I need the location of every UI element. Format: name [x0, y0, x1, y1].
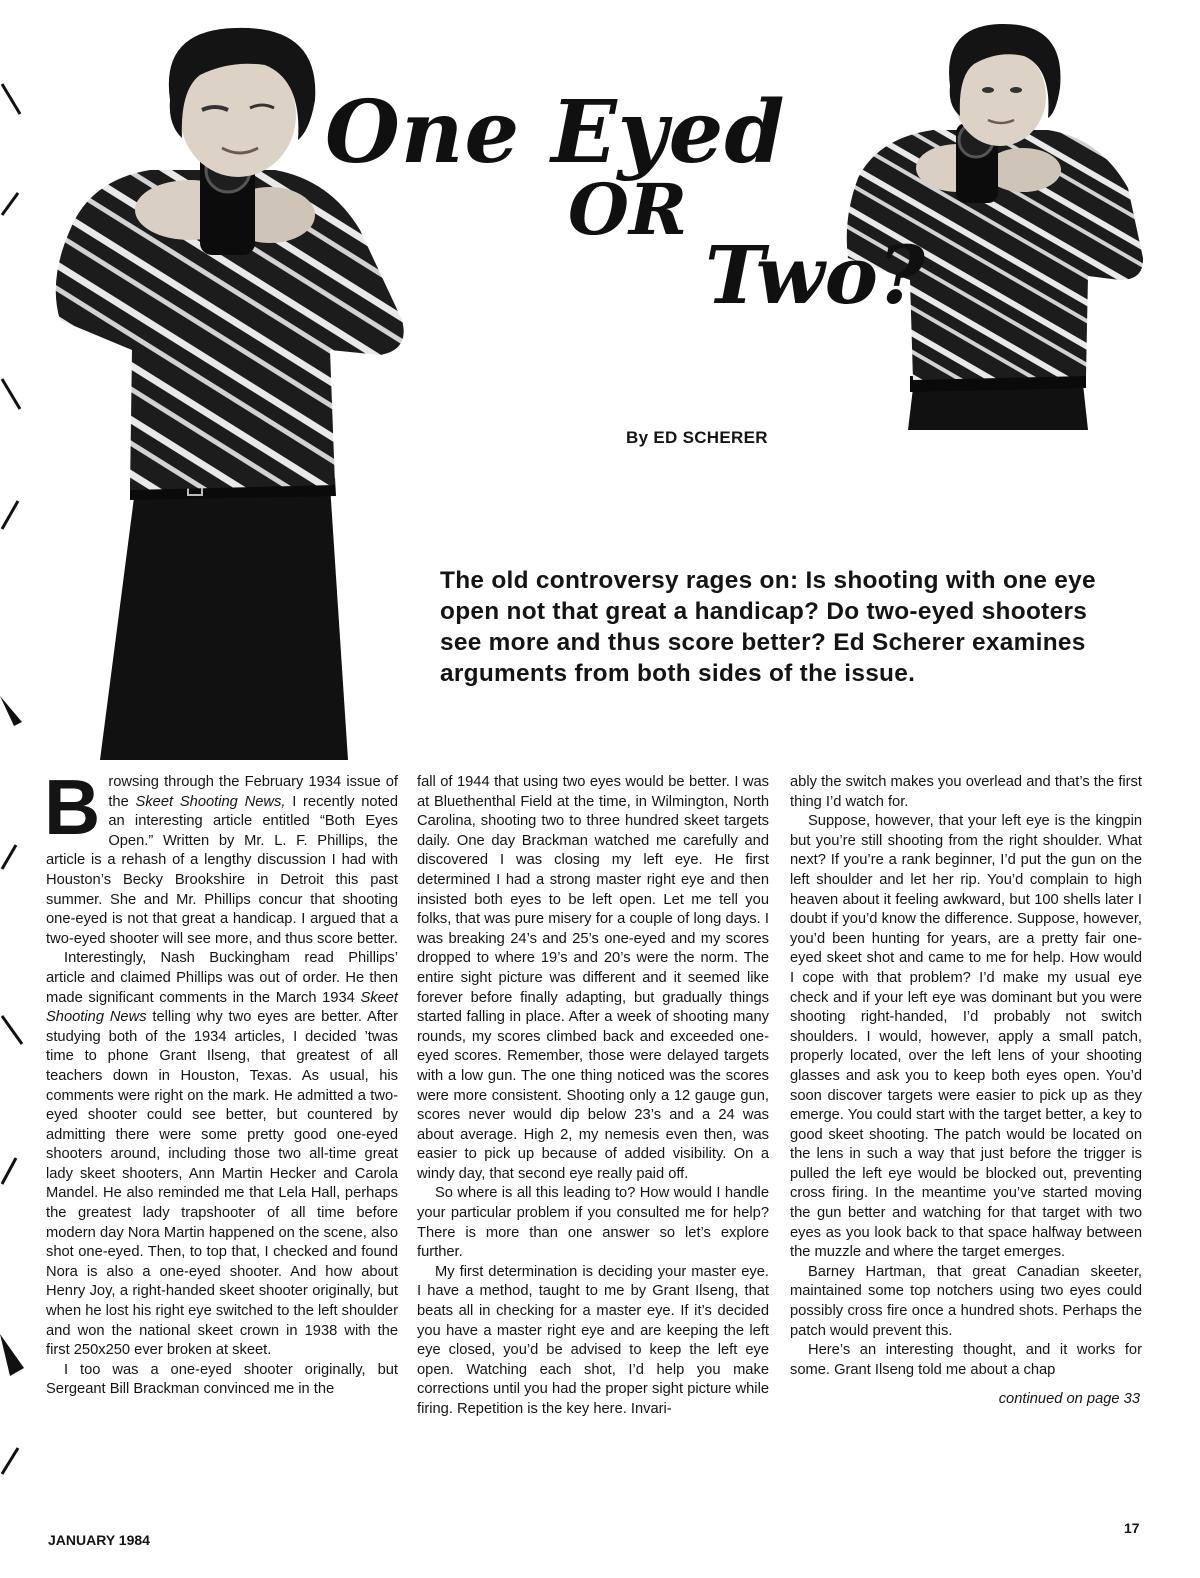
byline: By ED SCHERER	[626, 428, 768, 447]
text-run: Interestingly, Nash Buckingham read Phillips’ article and claimed Phillips was out of order. He then made significant comments in the March 1934	[46, 950, 398, 1006]
photo-woman-aiming-shotgun-both-eyes-open	[838, 18, 1150, 430]
paragraph: Barney Hartman, that great Canadian skeeter, maintained some top notchers using two eyes could possibly cross fire once a hundred shots. Perhaps the patch would prevent this.	[790, 1263, 1142, 1339]
paragraph: I too was a one-eyed shooter originally, but Sergeant Bill Brackman convinced me in the	[46, 1361, 398, 1398]
continued-note: continued on page 33	[998, 1391, 1140, 1408]
paragraph: So where is all this leading to? How would I handle your particular problem if you consulted me for help? There is more than one answer so let’s explore further.	[417, 1185, 769, 1261]
binding-mark	[0, 1150, 30, 1190]
issue-date: JANUARY 1984	[48, 1532, 150, 1548]
binding-mark	[0, 375, 30, 415]
binding-mark	[0, 185, 30, 225]
deck-subheading: The old controversy rages on: Is shooting with one eye open not that great a handicap? Do two-eyed shooters see more and thus score better? Ed Scherer examines arguments from both sides of the issue.	[440, 567, 1096, 687]
binding-mark	[0, 1010, 30, 1050]
binding-mark	[0, 1440, 30, 1480]
title-line-two: Two?	[705, 228, 925, 322]
binding-mark	[0, 80, 30, 120]
paragraph: ably the switch makes you overlead and that’s the first thing I’d watch for.	[790, 774, 1142, 810]
paragraph: Suppose, however, that your left eye is the kingpin but you’re still shooting from the right shoulder. What next? If you’re a rank beginner, I’d put the gun on the left shoulder and let her rip. You’d complain to high heaven about it feeling awkward, but 100 shells later I doubt if you’d know the difference. Suppose, however, you’d been hunting for years, are a pretty fair one-eyed skeet shot and came to me for help. How would I cope with that problem? I’d make my usual eye check and if your left eye was dominant but you were shooting right-handed, I’d probably not switch shoulders. I would, however, apply a small patch, properly located, over the left lens of your shooting glasses and ask you to keep both eyes open. You’d soon discover targets were easier to pick up as they emerge. You could start with the target better, a key to good skeet shooting. The patch would be located on the lens in such a way that just before the trigger is pulled the left eye would be blocked out, preventing cross firing. In the meantime you’ve started moving the gun better and watching for that target with two eyes as you look back to that space halfway between the muzzle and where the target emerges.	[790, 813, 1142, 1261]
title-line-one-eyed: One Eyed	[325, 82, 786, 183]
text-run: rowsing through the February 1934 issue of the	[108, 774, 398, 810]
paragraph: My first determination is deciding your master eye. I have a method, taught to me by Grant Ilseng, that beats all in checking for a master eye. If it’s decided you have a master right eye and are keeping the left eye closed, you’d be advised to keep the left eye open. Watching each shot, I’d help you make corrections until you had the proper sight picture while firing. Repetition is the key here. Invari-	[417, 1263, 769, 1417]
title-line-or: OR	[568, 168, 688, 251]
article-column-3	[790, 773, 1142, 1410]
publication-title: Skeet Shooting News,	[135, 793, 286, 810]
drop-cap: B	[44, 763, 101, 851]
binding-mark	[0, 835, 30, 875]
binding-mark	[0, 495, 30, 535]
paragraph	[44, 763, 398, 949]
paragraph: fall of 1944 that using two eyes would be better. I was at Bluethenthal Field at the time, in Wilmington, North Carolina, shooting two to three hundred skeet targets daily. One day Brackman watched me carefully and discovered I was closing my left eye. He first determined I had a strong master right eye and then insisted both eyes to be left open. Let me tell you folks, that was pure misery for a couple of long days. I was breaking 24’s and 25’s one-eyed and my scores dropped to where 19’s and 20’s were the norm. The entire sight picture was different and it seemed like forever before finally adapting, but gradually things started falling in place. After a week of shooting many rounds, my scores climbed back and exceeded one-eyed scores. Remember, those were delayed targets with a low gun. The one thing noticed was the scores were more consistent. Shooting only a 12 gauge gun, scores never would dip below 23’s and a 24 was about average. High 2, my nemesis even then, was easier to pick up because of added visibility. On a windy day, that second eye really paid off.	[417, 774, 769, 1182]
binding-mark	[0, 690, 30, 730]
text-run: telling why two eyes are better. After studying both of the 1934 articles, I decided ’twas time to phone Grant Ilseng, that greatest of all teachers down in Houston, Texas. As usual, his comments were right on the mark. He admitted a two-eyed shooter could see better, but countered by admitting there were some pretty good one-eyed shooters around, including those two all-time great lady skeet shooters, Ann Martin Hecker and Carola Mandel. He also reminded me that Lela Hall, perhaps the greatest lady trapshooter of all time before modern day Nora Martin happened on the scene, also shot one-eyed. Then, to top that, I checked and found Nora is also a one-eyed shooter. And how about Henry Joy, a right-handed skeet shooter originally, but when he lost his right eye switched to the left shoulder and won the national skeet crown in 1938 with the first 250x250 ever broken at skeet.	[46, 1009, 398, 1359]
paragraph: Here’s an interesting thought, and it works for some. Grant Ilseng told me about a chap	[790, 1342, 1142, 1378]
page-number: 17	[1124, 1520, 1140, 1536]
article-column-2	[417, 773, 769, 1420]
binding-mark	[0, 1330, 30, 1380]
publication-title: Skeet Shooting News	[46, 989, 398, 1026]
article-column-1	[44, 763, 398, 1400]
paragraph	[46, 949, 398, 1360]
text-run: I recently noted an interesting article entitled “Both Eyes Open.” Written by Mr. L. F. Phillips, the article is a rehash of a lengthy discussion I had with Houston’s Becky Brookshire in Detroit this past summer. She and Mr. Phillips concur that shooting one-eyed is not that great a handicap. I argued that a two-eyed shooter will see more, and thus score better.	[46, 793, 398, 947]
